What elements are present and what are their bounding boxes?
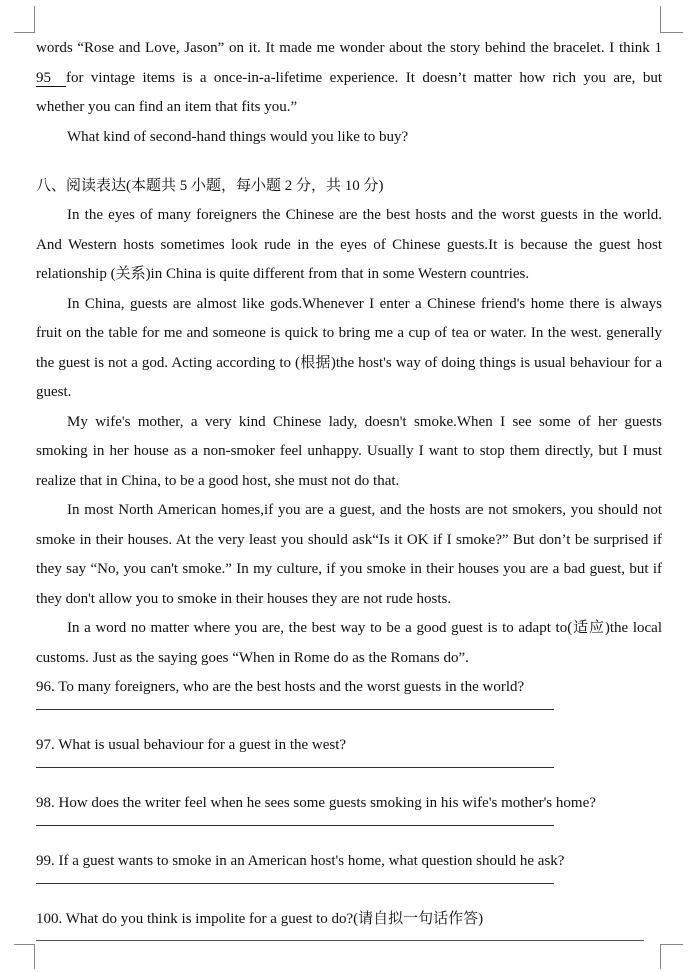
cloze-blank-95[interactable]: 95	[36, 70, 66, 87]
answer-line-97[interactable]	[36, 767, 554, 768]
document-page	[36, 34, 662, 934]
question-96: 96. To many foreigners, who are the best hosts and the worst guests in the world?	[36, 679, 525, 695]
answer-line-96[interactable]	[36, 709, 554, 710]
crop-mark-bottom-right	[660, 944, 683, 969]
reading-paragraph-1: In the eyes of many foreigners the Chinese are the best hosts and the worst guests in the world. And Western hosts sometimes look rude in the eyes of Chinese guests.It is because the guest host relationship (关系)in China is quite different from that in some Western countries.	[36, 207, 662, 282]
reading-paragraph-4: In most North American homes,if you are a guest, and the hosts are not smokers, you should not smoke in their houses. At the very least you should ask“Is it OK if I smoke?” But don’t be surprised if they say “No, you can't smoke.” In my culture, if you smoke in their houses you are a bad guest, but if they don't allow you to smoke in their houses they are not rude hosts.	[36, 502, 662, 607]
passage-continuation: words “Rose and Love, Jason” on it. It made me wonder about the story behind the bracelet. I think 195 for vintage items is a once-in-a-lifetime experience. It doesn’t matter how rich you are, but whether you can find an item that fits you.”	[36, 40, 662, 115]
reading-paragraph-3: My wife's mother, a very kind Chinese lady, doesn't smoke.When I see some of her guests smoking in her house as a non-smoker feel unhappy. Usually I want to stop them directly, but I must realize that in China, to be a good host, she must not do that.	[36, 413, 662, 489]
question-97: 97. What is usual behaviour for a guest in the west?	[36, 737, 347, 753]
question-100: 100. What do you think is impolite for a guest to do?(请自拟一句话作答)	[36, 911, 484, 927]
answer-line-99[interactable]	[36, 883, 554, 884]
question-98: 98. How does the writer feel when he sees some guests smoking in his wife's mother's home?	[36, 795, 596, 811]
crop-mark-top-left	[14, 6, 35, 33]
page-bottom-rule	[36, 940, 644, 941]
question-99: 99. If a guest wants to smoke in an American host's home, what question should he ask?	[36, 853, 565, 869]
reading-paragraph-5: In a word no matter where you are, the best way to be a good guest is to adapt to(适应)the local customs. Just as the saying goes “When in Rome do as the Romans do”.	[36, 620, 662, 666]
crop-mark-bottom-left	[14, 944, 35, 969]
crop-mark-top-right	[660, 6, 683, 33]
section-heading: 八、阅读表达(本题共 5 小题，每小题 2 分，共 10 分)	[36, 178, 384, 194]
answer-line-98[interactable]	[36, 825, 554, 826]
closing-question: What kind of second-hand things would you like to buy?	[67, 128, 409, 145]
reading-paragraph-2: In China, guests are almost like gods.Whenever I enter a Chinese friend's home there is always fruit on the table for me and someone is quick to bring me a cup of tea or water. In the west. generally the guest is not a god. Acting according to (根据)the host's way of doing things is usual behaviour for a guest.	[36, 295, 662, 400]
